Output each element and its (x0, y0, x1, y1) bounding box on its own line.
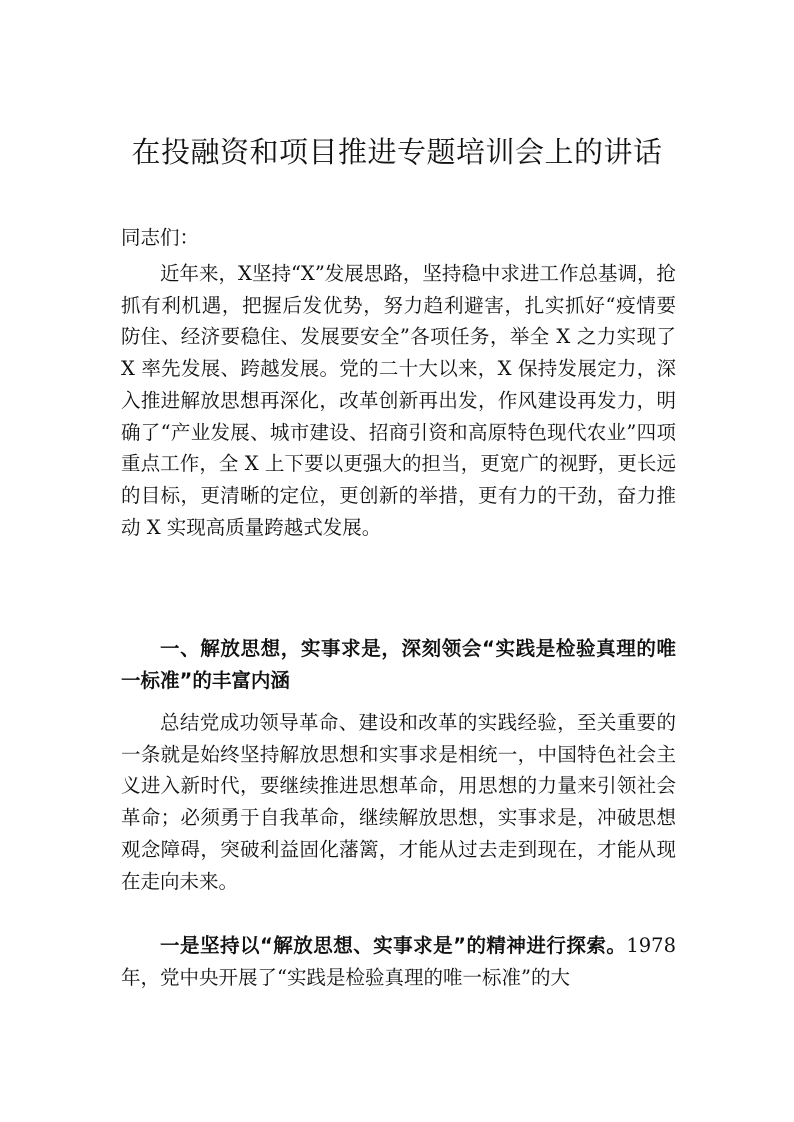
paragraph-point-1 (121, 930, 676, 993)
salutation: 同志们： (121, 226, 200, 249)
section-heading-1: 一、解放思想，实事求是，深刻领会“实践是检验真理的唯一标准”的丰富内涵 (121, 637, 676, 692)
paragraph-section-1: 总结党成功领导革命、建设和改革的实践经验，至关重要的一条就是始终坚持解放思想和实事求是相统一，中国特色社会主义进入新时代，要继续推进思想革命，用思想的力量来引领社会革命；必须勇于自我革命，继续解放思想，实事求是，冲破思想观念障碍，突破利益固化藩篱，才能从过去走到现在，才能从现在走向未来。 (121, 711, 676, 893)
paragraph-intro: 近年来，X坚持“X”发展思路，坚持稳中求进工作总基调，抢抓有利机遇，把握后发优势，努力趋利避害，扎实抓好“疫情要防住、经济要稳住、发展要安全”各项任务，举全 X 之力实现了 X 率先发展、跨越发展。党的二十大以来，X 保持发展定力，深入推进解放思想再深化，改革创新再出发，作风建设再发力，明确了“产业发展、城市建设、招商引资和高原特色现代农业”四项重点工作，全 X 上下要以更强大的担当，更宽广的视野，更长远的目标，更清晰的定位，更创新的举措，更有力的干劲，奋力推动 X 实现高质量跨越式发展。 (121, 262, 676, 539)
paragraph-point-1-lead: 一是坚持以“解放思想、实事求是”的精神进行探索。 (160, 934, 627, 957)
paragraph-point-1-text: 1978 年，党中央开展了“实践是检验真理的唯一标准”的大 (121, 934, 676, 989)
document-title: 在投融资和项目推进专题培训会上的讲话 (131, 135, 663, 169)
